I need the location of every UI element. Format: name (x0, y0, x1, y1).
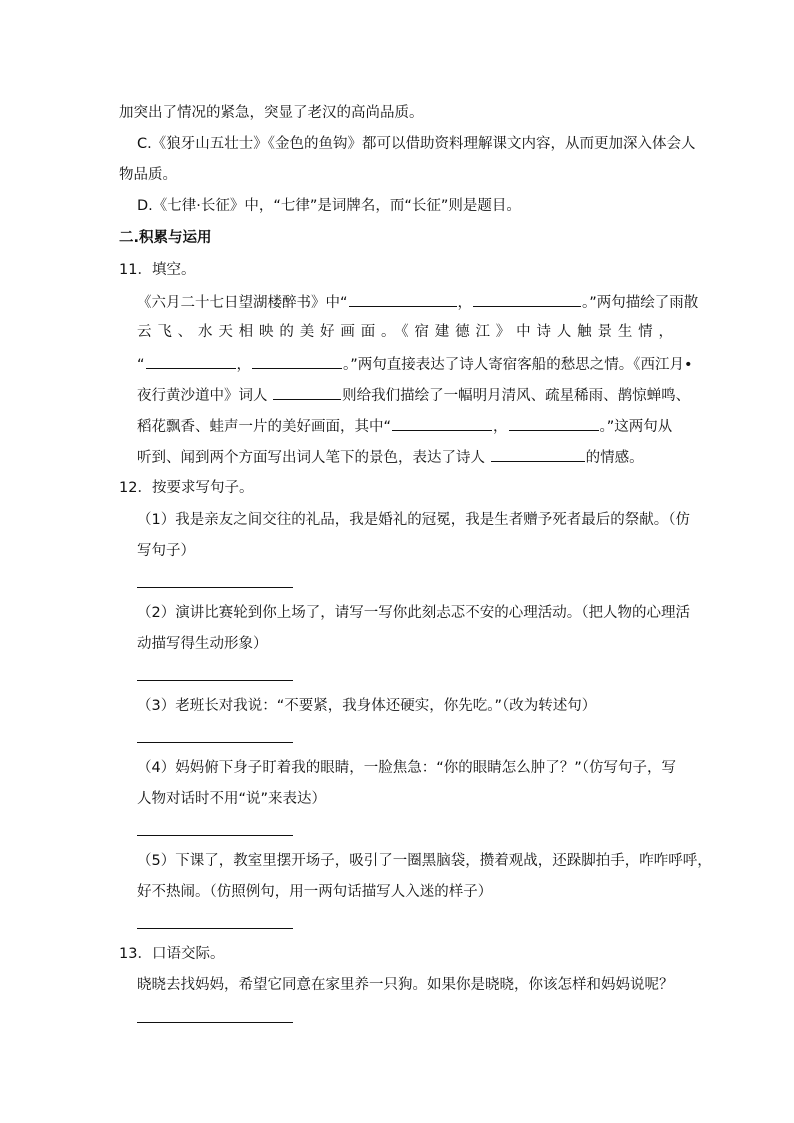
q12-5-line1: （5）下课了，教室里摆开场子，吸引了一圈黑脑袋，攒着观战，还跺脚拍手，咋咋呼呼， (137, 853, 712, 869)
question-13-title: 13．口语交际。 (119, 946, 225, 962)
option-c-line2: 物品质。 (119, 167, 177, 183)
q12-2-line2: 动描写得生动形象） (137, 636, 268, 652)
answer-blank[interactable] (252, 353, 342, 369)
q11-line5 (137, 415, 672, 437)
answer-line-q12-1[interactable] (137, 587, 293, 588)
answer-blank[interactable] (491, 446, 585, 462)
q12-2-line1: （2）演讲比赛轮到你上场了，请写一写你此刻忐忑不安的心理活动。（把人物的心理活 (137, 605, 690, 621)
section-heading: 二.积累与运用 (119, 230, 212, 246)
answer-blank[interactable] (273, 384, 341, 400)
q11-text: 《六月二十七日望湖楼醉书》中“ (137, 295, 348, 311)
q11-text: 。”这两句从 (599, 419, 673, 435)
answer-line-q12-5[interactable] (137, 928, 293, 929)
question-12-title: 12．按要求写句子。 (119, 480, 254, 496)
q11-line2: 云飞、水天相映的美好画面。《宿建德江》中诗人触景生情， (137, 324, 673, 340)
answer-line-q12-2[interactable] (137, 680, 293, 681)
q11-line3 (137, 353, 693, 375)
q11-text: 则给我们描绘了一幅明月清风、疏星稀雨、鹊惊蝉鸣、 (342, 388, 691, 404)
q11-line6 (137, 446, 644, 468)
q12-1-line1: （1）我是亲友之间交往的礼品，我是婚礼的冠冕，我是生者赠予死者最后的祭献。（仿 (137, 512, 690, 528)
q12-5-line2: 好不热闹。（仿照例句，用一两句话描写人入迷的样子） (137, 884, 493, 900)
q11-text: “ (137, 357, 145, 373)
answer-blank[interactable] (509, 415, 599, 431)
question-11-title: 11．填空。 (119, 262, 196, 278)
q11-text: 的情感。 (585, 450, 644, 466)
answer-line-q12-4[interactable] (137, 835, 293, 836)
option-b-continuation: 加突出了情况的紧急，突显了老汉的高尚品质。 (119, 105, 424, 121)
q11-text: 夜行黄沙道中》词人 (137, 388, 268, 404)
q12-4-line1: （4）妈妈俯下身子盯着我的眼睛，一脸焦急：“你的眼睛怎么肿了？”（仿写句子，写 (137, 760, 676, 776)
q11-text: ， (493, 419, 508, 435)
option-c-line1: C.《狼牙山五壮士》《金色的鱼钩》都可以借助资料理解课文内容，从而更加深入体会人 (137, 136, 696, 152)
q11-text: 。”两句描绘了雨散 (582, 295, 699, 311)
q11-line1 (137, 291, 698, 313)
answer-line-q13[interactable] (137, 1022, 293, 1023)
q11-text: 。”两句直接表达了诗人寄宿客船的愁思之情。《西江月• (343, 357, 693, 373)
q11-text: ， (457, 295, 473, 311)
answer-blank[interactable] (349, 291, 457, 307)
answer-blank[interactable] (392, 415, 492, 431)
q12-1-line2: 写句子） (137, 543, 195, 559)
q12-4-line2: 人物对话时不用“说”来表达） (137, 791, 327, 807)
answer-line-q12-3[interactable] (137, 742, 293, 743)
q12-3-line1: （3）老班长对我说：“不要紧，我身体还硬实，你先吃。”（改为转述句） (137, 698, 597, 714)
q11-text: 稻花飘香、蛙声一片的美好画面，其中“ (137, 419, 392, 435)
q13-prompt: 晓晓去找妈妈，希望它同意在家里养一只狗。如果你是晓晓，你该怎样和妈妈说呢？ (137, 977, 674, 993)
answer-blank[interactable] (146, 353, 236, 369)
q11-line4 (137, 384, 690, 406)
q11-text: 听到、闻到两个方面写出词人笔下的景色，表达了诗人 (137, 450, 485, 466)
option-d: D.《七律·长征》中，“七律”是词牌名，而“长征”则是题目。 (137, 198, 521, 214)
q11-text: ， (236, 357, 252, 373)
answer-blank[interactable] (473, 291, 581, 307)
